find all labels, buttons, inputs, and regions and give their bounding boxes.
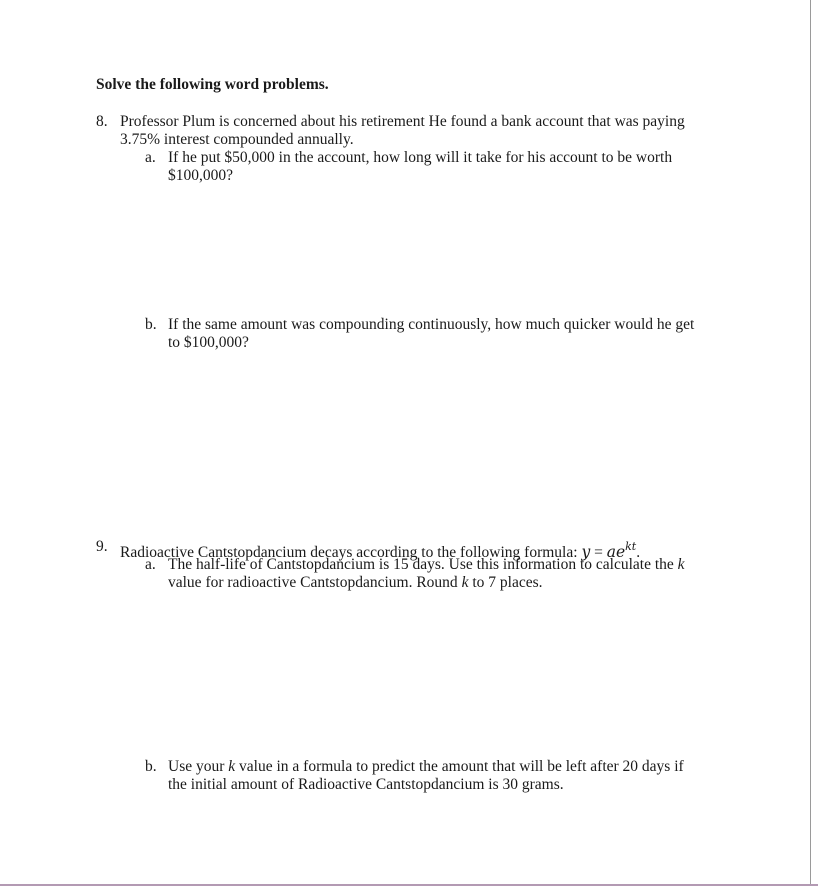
question-8-text-line2: 3.75% interest compounded annually. [120, 131, 354, 148]
question-9b-line2: the initial amount of Radioactive Cantstopdancium is 30 grams. [168, 776, 564, 793]
question-8b-line2: to $100,000? [168, 334, 249, 351]
k-variable: k [228, 758, 236, 775]
question-8-number: 8. [96, 113, 108, 130]
question-9-text: Radioactive Cantstopdancium decays according to the following formula: [120, 544, 582, 561]
question-9a-line2 [168, 574, 543, 592]
question-9a-line1-text: The half-life of Cantstopdancium is 15 days. Use this information to calculate the [168, 556, 678, 573]
page-right-edge [810, 0, 811, 886]
question-8a-line2: $100,000? [168, 167, 234, 184]
question-8a-label: a. [145, 149, 156, 166]
question-8b-label: b. [145, 316, 157, 333]
question-9a-line1 [168, 556, 685, 574]
question-9a-label: a. [145, 556, 156, 573]
formula-period: . [636, 544, 641, 561]
section-heading: Solve the following word problems. [96, 76, 329, 93]
formula-ae: ae [606, 543, 626, 561]
formula-y: y [581, 543, 591, 561]
question-9a-line2-pre: value for radioactive Cantstopdancium. Round [168, 574, 462, 591]
k-variable: k [677, 556, 685, 573]
question-9-number: 9. [96, 538, 108, 555]
question-8b-line1: If the same amount was compounding continuously, how much quicker would he get [168, 316, 695, 333]
k-variable: k [461, 574, 469, 591]
question-9b-line1-pre: Use your [168, 758, 229, 775]
formula-equals: = [590, 544, 607, 561]
question-8a-line1: If he put $50,000 in the account, how long will it take for his account to be worth [168, 149, 673, 166]
question-8-text-line1: Professor Plum is concerned about his retirement He found a bank account that was paying [120, 113, 685, 130]
formula-exponent: kt [625, 540, 637, 553]
question-9a-line2-post: to 7 places. [468, 574, 543, 591]
question-9b-label: b. [145, 758, 157, 775]
question-9b-line1-post: value in a formula to predict the amount that will be left after 20 days if [235, 758, 684, 775]
page-bottom-edge [0, 884, 818, 886]
question-9b-line1 [168, 758, 684, 776]
